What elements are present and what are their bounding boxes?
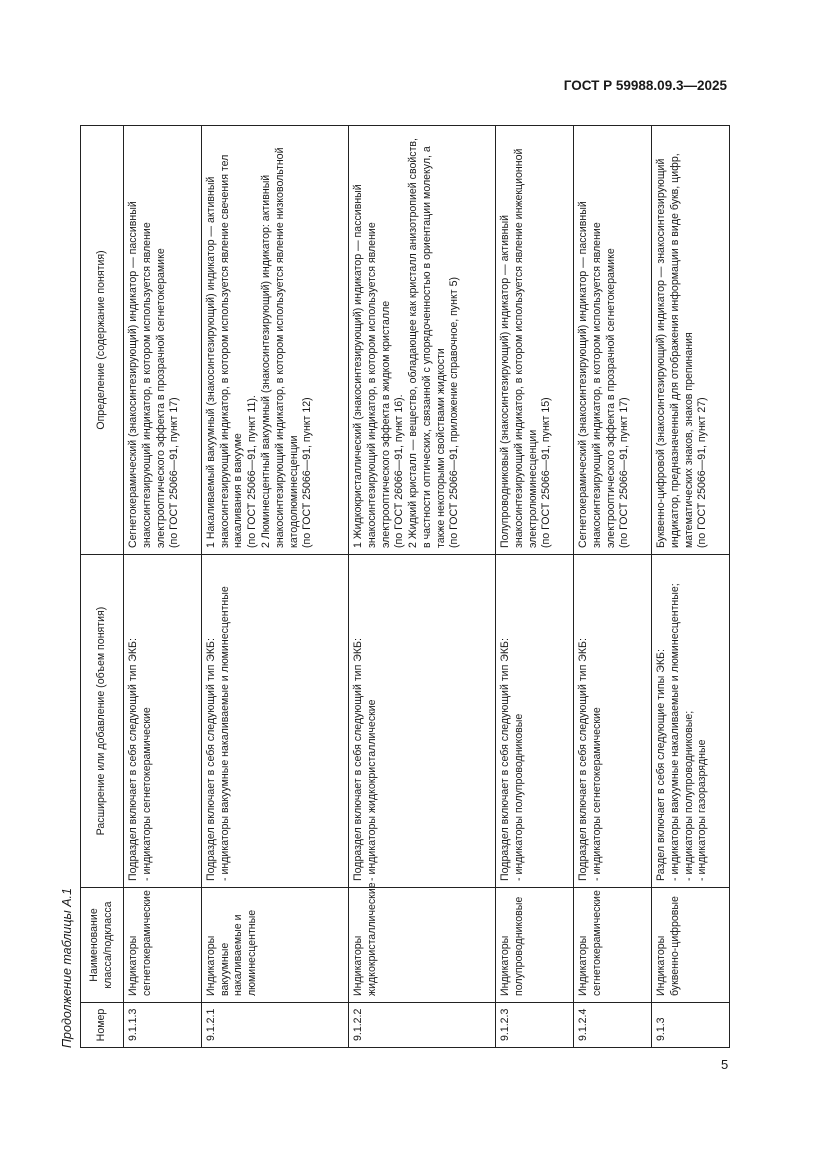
definition-line: Сегнетокерамический (знакосинтезирующий) индикатор — пассивный знакосинтезирующий индикатор, в котором используется явление электрооптического эффекта в прозрачной сегнетокерамике [577,198,617,548]
cell-scope [349,555,496,888]
cell-number: 9.1.2.2 [349,1003,496,1048]
definition-line: 2 Жидкий кристалл — вещество, обладающее как кристалл анизотропией свойств, в частности оптических, связанной с упорядоченностью в ориентации молекул, а также некоторыми свойствами жидкости [407,135,447,548]
cell-scope [652,555,730,888]
document-code: ГОСТ Р 59988.09.3—2025 [563,78,727,93]
scope-line: Подраздел включает в себя следующий тип ЭКБ: [499,638,512,881]
cell-definition [349,126,496,555]
page-number: 5 [721,1057,729,1072]
definition-line: (по ГОСТ 25066—91, пункт 11). [246,395,259,548]
cell-definition [201,126,348,555]
column-header-definition: Определение (содержание понятия) [81,126,124,555]
scope-line: Подраздел включает в себя следующий тип ЭКБ: [204,638,217,881]
cell-number: 9.1.2.4 [574,1003,652,1048]
scope-line: Подраздел включает в себя следующий тип ЭКБ: [127,638,139,881]
scope-line: - индикаторы газоразрядные [696,739,709,881]
cell-definition [496,126,574,555]
cell-number: 9.1.1.3 [124,1003,202,1048]
scope-line: Подраздел включает в себя следующий тип ЭКБ: [352,638,365,881]
definition-line: (по ГОСТ 25066—91, пункт 27) [696,397,709,548]
table-row [496,126,574,1048]
definition-line: (по ГОСТ 25066—91, пункт 17) [168,397,181,548]
cell-name: Индикаторы жидкокристаллические [349,888,496,1003]
definition-line: (по ГОСТ 26066—91, пункт 16). [393,394,406,548]
scope-line: - индикаторы сегнетокерамические [140,707,153,881]
scope-line: - индикаторы вакуумные накаливаемые и люминесцентные [218,586,231,881]
cell-name: Индикаторы полупроводниковые [496,888,574,1003]
table-header-row [81,126,124,1048]
cell-number: 9.1.3 [652,1003,730,1048]
classification-table [80,125,730,1048]
table-continuation-caption: Продолжение таблицы А.1 [60,888,74,1048]
column-header-number: Номер [81,1003,124,1048]
cell-scope [124,555,202,888]
rotated-table-page [60,126,730,1048]
definition-line: Сегнетокерамический (знакосинтезирующий) индикатор — пассивный знакосинтезирующий индикатор, в котором используется явление электрооптического эффекта в прозрачной сегнетокерамике [127,198,167,548]
table-row [652,126,730,1048]
cell-name: Индикаторы сегнетокерамические [124,888,202,1003]
scope-line: Подраздел включает в себя следующий тип ЭКБ: [577,638,590,881]
table-row [349,126,496,1048]
cell-scope [496,555,574,888]
definition-line: 1 Жидкокристаллический (знакосинтезирующий) индикатор — пассивный знакосинтезирующий индикатор, в котором используется явление электрооптического эффекта в жидком кристалле [352,181,392,548]
table-row [201,126,348,1048]
table-row [574,126,652,1048]
definition-line: (по ГОСТ 25066—91, пункт 12) [301,397,314,548]
definition-line: 1 Накаливаемый вакуумный (знакосинтезирующий) индикатор — активный знакосинтезирующий индикатор, в котором используется явление свечения тел накаливания в вакууме [204,151,245,548]
cell-definition [652,126,730,555]
column-header-scope: Расширение или добавление (объем понятия) [81,555,124,888]
scope-line: - индикаторы вакуумные накаливаемые и люминесцентные; [668,583,681,881]
scope-line: - индикаторы жидкокристаллические [365,699,378,881]
cell-number: 9.1.2.3 [496,1003,574,1048]
cell-definition [124,126,202,555]
cell-number: 9.1.2.1 [201,1003,348,1048]
cell-scope [201,555,348,888]
scope-line: - индикаторы полупроводниковые [512,713,525,881]
definition-line: Полупроводниковый (знакосинтезирующий) индикатор — активный знакосинтезирующий индикатор, в котором используется явление инжекционной электролюминесценции [499,145,539,548]
cell-name: Индикаторы сегнетокерамические [574,888,652,1003]
column-header-name: Наименование класса/подкласса [81,888,124,1003]
cell-definition [574,126,652,555]
definition-line: (по ГОСТ 25066—91, приложение справочное, пункт 5) [448,277,461,548]
scope-line: Раздел включает в себя следующие типы ЭКБ: [655,649,667,881]
definition-line: 2 Люминесцентный вакуумный (знакосинтезирующий) индикатор: активный знакосинтезирующий индикатор, в котором используется явление низковольтной катодолюминесценции [260,144,300,548]
cell-scope [574,555,652,888]
definition-line: (по ГОСТ 25066—91, пункт 15) [540,397,553,548]
scope-line: - индикаторы сегнетокерамические [590,707,603,881]
table-row [124,126,202,1048]
cell-name: Индикаторы буквенно-цифровые [652,888,730,1003]
scope-line: - индикаторы полупроводниковые; [682,710,695,881]
definition-line: Буквенно-цифровой (знакосинтезирующий) индикатор — знакосинтезирующий индикатор, предназначенный для отображения информации в виде букв, цифр, математических знаков, знаков препинания [655,150,695,548]
cell-name: Индикаторы вакуумные накаливаемые и люминесцентные [201,888,348,1003]
definition-line: (по ГОСТ 25066—91, пункт 17) [618,397,631,548]
